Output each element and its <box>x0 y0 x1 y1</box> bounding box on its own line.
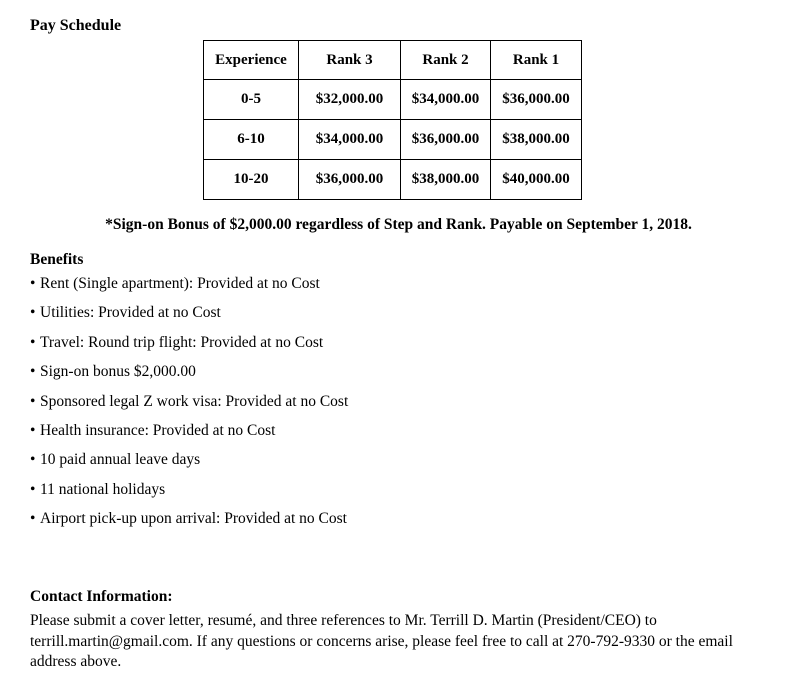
salary-cell: $38,000.00 <box>401 160 491 200</box>
table-row <box>204 120 582 160</box>
header-rank-2: Rank 2 <box>401 41 491 80</box>
sign-on-bonus-note: *Sign-on Bonus of $2,000.00 regardless of Step and Rank. Payable on September 1, 2018. <box>105 216 692 233</box>
benefit-text: Travel: Round trip flight: Provided at no Cost <box>40 333 324 351</box>
bullet-icon: • <box>30 392 36 410</box>
bullet-icon: • <box>30 304 36 322</box>
list-item <box>30 510 348 539</box>
bullet-icon: • <box>30 421 36 439</box>
salary-cell: $34,000.00 <box>401 80 491 120</box>
bullet-icon: • <box>30 333 36 351</box>
benefit-text: Utilities: Provided at no Cost <box>40 304 221 322</box>
salary-cell: $36,000.00 <box>299 160 401 200</box>
experience-cell: 0-5 <box>204 80 299 120</box>
salary-cell: $36,000.00 <box>491 80 582 120</box>
contact-title: Contact Information: <box>30 588 173 605</box>
bullet-icon: • <box>30 510 36 528</box>
salary-cell: $36,000.00 <box>401 120 491 160</box>
benefits-list <box>30 275 348 540</box>
list-item <box>30 451 348 480</box>
pay-schedule-title: Pay Schedule <box>30 17 122 34</box>
table-row <box>204 80 582 120</box>
list-item <box>30 393 348 422</box>
contact-body: Please submit a cover letter, resumé, and three references to Mr. Terrill D. Martin (President/CEO) to terrill.martin@gmail.com. If any questions or concerns arise, please feel free to call at 270-792-9330 or the email address above. <box>30 612 733 670</box>
bullet-icon: • <box>30 363 36 381</box>
salary-cell: $40,000.00 <box>491 160 582 200</box>
bullet-icon: • <box>30 480 36 498</box>
experience-cell: 6-10 <box>204 120 299 160</box>
pay-schedule-table <box>203 40 582 200</box>
salary-cell: $32,000.00 <box>299 80 401 120</box>
benefit-text: Health insurance: Provided at no Cost <box>40 421 276 439</box>
benefit-text: 11 national holidays <box>40 480 166 498</box>
list-item <box>30 334 348 363</box>
benefit-text: Rent (Single apartment): Provided at no Cost <box>40 275 320 292</box>
bullet-icon: • <box>30 275 36 292</box>
benefit-text: Sign-on bonus $2,000.00 <box>40 363 196 381</box>
salary-cell: $34,000.00 <box>299 120 401 160</box>
benefit-text: Airport pick-up upon arrival: Provided at no Cost <box>40 510 347 528</box>
benefit-text: 10 paid annual leave days <box>40 451 201 469</box>
bullet-icon: • <box>30 451 36 469</box>
table-header-row <box>204 41 582 80</box>
experience-cell: 10-20 <box>204 160 299 200</box>
list-item <box>30 275 348 304</box>
benefit-text: Sponsored legal Z work visa: Provided at no Cost <box>40 392 349 410</box>
list-item <box>30 304 348 333</box>
header-rank-3: Rank 3 <box>299 41 401 80</box>
header-experience: Experience <box>204 41 299 80</box>
salary-cell: $38,000.00 <box>491 120 582 160</box>
list-item <box>30 363 348 392</box>
header-rank-1: Rank 1 <box>491 41 582 80</box>
list-item <box>30 422 348 451</box>
table-row <box>204 160 582 200</box>
list-item <box>30 481 348 510</box>
benefits-title: Benefits <box>30 251 84 268</box>
